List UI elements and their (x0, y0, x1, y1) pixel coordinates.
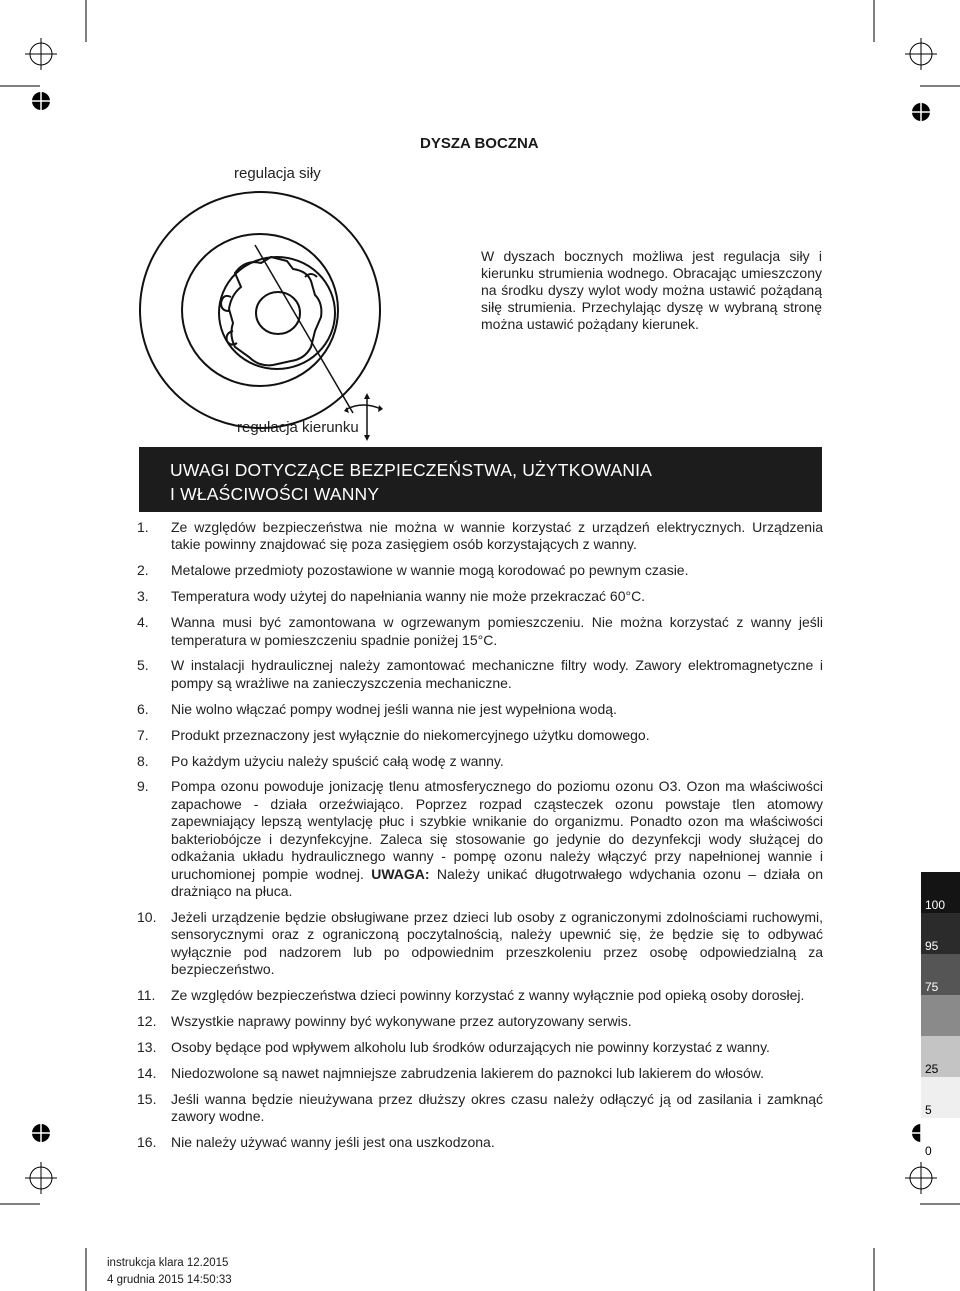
list-item (137, 909, 823, 979)
warning-label: UWAGA: (371, 865, 430, 882)
scale-label: 25 (925, 1062, 939, 1076)
list-item-text: Nie należy używać wanny jeśli jest ona uszkodzona. (171, 1133, 495, 1150)
list-item-text: W instalacji hydraulicznej należy zamontować mechaniczne filtry wody. Zawory elektromagnetyczne i pompy są wrażliwe na zanieczyszczenia mechaniczne. (171, 657, 823, 691)
scale-swatch (921, 995, 960, 1036)
list-item-number: 14. (137, 1064, 157, 1081)
scale-label: 75 (925, 980, 939, 994)
list-item-text (171, 778, 823, 900)
safety-banner (139, 447, 822, 512)
nozzle-diagram (135, 185, 395, 445)
scale-label: 5 (925, 1103, 932, 1117)
list-item-text: Wszystkie naprawy powinny być wykonywane przez autoryzowany serwis. (171, 1012, 632, 1029)
list-item-number: 1. (137, 519, 149, 535)
list-item-text: Wanna musi być zamontowana w ogrzewanym pomieszczeniu. Nie można korzystać z wanny jeśli temperatura w pomieszczeniu spadnie poniżej 15°C. (171, 614, 823, 648)
list-item (137, 562, 823, 579)
registration-mark-icon (905, 38, 937, 70)
rotate-arrow-icon (347, 405, 381, 409)
list-item (137, 1065, 823, 1082)
scale-swatch (921, 954, 960, 995)
list-item-text: Metalowe przedmioty pozostawione w wannie mogą korodować po pewnym czasie. (171, 562, 689, 579)
scale-label: 0 (925, 1144, 932, 1158)
intro-paragraph: W dyszach bocznych możliwa jest regulacja siły i kierunku strumienia wodnego. Obracając umieszczony na środku dyszy wylot wody można ustawić pożądaną siłę strumienia. Przechylając dyszę w wybraną stronę można ustawić pożądany kierunek. (481, 248, 822, 332)
list-item-number: 2. (137, 562, 149, 579)
list-item-text: Produkt przeznaczony jest wyłącznie do niekomercyjnego użytku domowego. (171, 726, 650, 743)
registration-mark-icon (905, 1162, 937, 1194)
label-force: regulacja siły (234, 165, 321, 182)
list-item-number: 9. (137, 778, 149, 795)
list-item-number: 7. (137, 726, 149, 743)
list-item (137, 614, 823, 649)
list-item-text-part: Należy unikać długotrwałego wdychania ozonu – działa on drażniąco na płuca. (171, 865, 823, 899)
banner-title-line-2: I WŁAŚCIWOŚCI WANNY (170, 484, 380, 504)
list-item-number: 16. (137, 1133, 157, 1150)
scale-swatch (921, 1077, 960, 1118)
list-item (137, 753, 823, 770)
scale-swatch (921, 1118, 960, 1159)
list-item (137, 727, 823, 744)
list-item-number: 11. (137, 986, 156, 1003)
list-item-text: Po każdym użyciu należy spuścić całą wodę z wanny. (171, 752, 504, 769)
list-item-number: 6. (137, 700, 149, 717)
list-item-number: 12. (137, 1012, 157, 1029)
list-item-number: 5. (137, 657, 149, 674)
list-item (137, 701, 823, 718)
list-item-text: Nie wolno włączać pompy wodnej jeśli wanna nie jest wypełniona wodą. (171, 700, 617, 717)
label-direction: regulacja kierunku (237, 419, 359, 436)
pointer-line (255, 245, 353, 413)
list-item-number: 13. (137, 1038, 157, 1055)
list-item-text: Ze względów bezpieczeństwa nie można w wannie korzystać z urządzeń elektrycznych. Urządzenia takie powinny znajdować się poza zasięgiem osób korzystających z wanny. (171, 519, 823, 553)
list-item-number: 8. (137, 752, 149, 769)
list-item (137, 519, 823, 554)
footer-filename: instrukcja klara 12.2015 (107, 1257, 229, 1269)
list-item-number: 10. (137, 908, 157, 925)
scale-swatch (921, 913, 960, 954)
scale-label: 95 (925, 939, 939, 953)
section-title: DYSZA BOCZNA (420, 135, 539, 152)
list-item-number: 15. (137, 1090, 157, 1107)
list-item (137, 778, 823, 900)
footer-timestamp: 4 grudnia 2015 14:50:33 (107, 1274, 232, 1286)
scale-swatch (921, 1036, 960, 1077)
list-item (137, 1134, 823, 1151)
scale-label: 100 (925, 898, 946, 912)
list-item-number: 4. (137, 614, 149, 631)
list-item-text: Niedozwolone są nawet najmniejsze zabrudzenia lakierem do paznokci lub lakierem do włosów. (171, 1064, 764, 1081)
list-item-text-part: Pompa ozonu powoduje jonizację tlenu atmosferycznego do poziomu ozonu O3. Ozon ma właściwości zapachowe - działa orzeźwiająco. Poprzez rozpad cząsteczek ozonu powstaje tlen atomowy zapewniający lepszą wentylację płuc i szybkie wnikanie do organizmu. Ponadto ozon ma właściwości bakteriobójcze i dezynfekcyjne. Zaleca się stosowanie go jedynie do dezynfekcji wody służącej do odkażania układu hydraulicznego wanny - pompę ozonu należy włączyć przy napełnionej wannie i uruchomionej pompie wodnej. (171, 778, 823, 882)
list-item-number: 3. (137, 588, 149, 605)
scale-swatch (921, 872, 960, 913)
registration-mark-icon (25, 38, 57, 70)
list-item-text: Temperatura wody użytej do napełniania wanny nie może przekraczać 60°C. (171, 588, 646, 605)
list-item-text: Osoby będące pod wpływem alkoholu lub środków odurzających nie powinny korzystać z wanny. (171, 1038, 770, 1055)
list-item (137, 1013, 823, 1030)
list-item (137, 588, 823, 605)
list-item-text: Jeżeli urządzenie będzie obsługiwane przez dzieci lub osoby z ograniczonymi zdolnościami ruchowymi, sensorycznymi oraz z ograniczoną poczytalnością, należy upewnić się, że będzie się to odbywać wyłącznie pod nadzorem lub po odpowiednim przeszkoleniu przez osobę odpowiedzialną za bezpieczeństwo. (171, 908, 823, 978)
registration-mark-icon (25, 1162, 57, 1194)
list-item (137, 987, 823, 1004)
list-item-text: Jeśli wanna będzie nieużywana przez dłuższy okres czasu należy odłączyć ją od zasilania i zamknąć zawory wodne. (171, 1090, 823, 1124)
list-item-text: Ze względów bezpieczeństwa dzieci powinny korzystać z wanny wyłącznie pod opieką osoby dorosłej. (171, 986, 805, 1003)
list-item (137, 1039, 823, 1056)
list-item (137, 657, 823, 692)
list-item (137, 1091, 823, 1126)
safety-list (137, 519, 823, 1160)
banner-title-line-1: UWAGI DOTYCZĄCE BEZPIECZEŃSTWA, UŻYTKOWANIA (170, 460, 653, 480)
